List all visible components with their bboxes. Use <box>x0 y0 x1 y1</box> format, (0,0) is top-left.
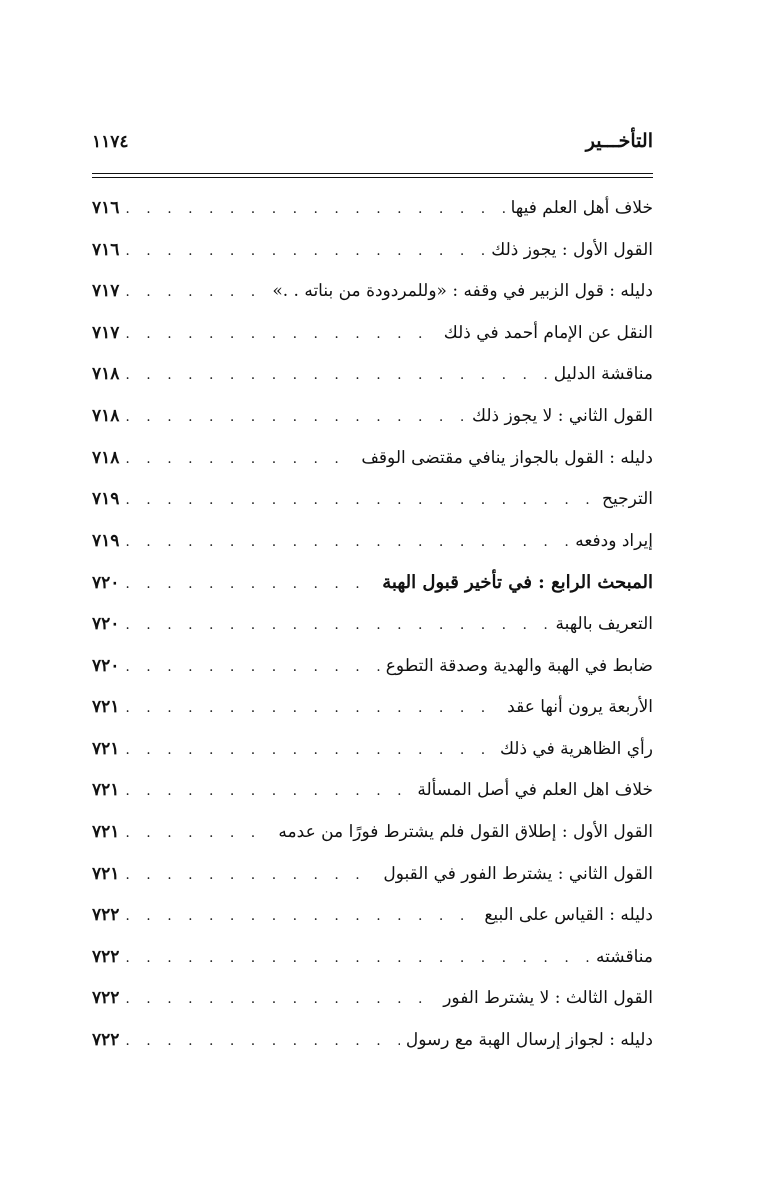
toc-entry-page: ٧٢٠ <box>92 573 120 594</box>
toc-entry <box>92 521 653 563</box>
toc-leader-dots <box>125 189 504 231</box>
toc-entry-title: القول الأول : يجوز ذلك <box>491 239 653 260</box>
toc-entry-title: إيراد ودفعه <box>575 530 653 551</box>
toc-leader-dots <box>125 896 478 938</box>
toc-entry-page: ٧٢٢ <box>92 905 120 926</box>
toc-entry-page: ٧٢٠ <box>92 655 120 676</box>
toc-entry-title: الأربعة يرون أنها عقد <box>507 697 653 718</box>
toc-entry <box>92 271 653 313</box>
toc-entry-title: مناقشته <box>596 946 653 967</box>
toc-entry-title: النقل عن الإمام أحمد في ذلك <box>443 322 653 343</box>
toc-leader-dots <box>125 564 376 606</box>
toc-entry <box>92 895 653 937</box>
toc-entry <box>92 1020 653 1062</box>
running-head-title: التأخـــير <box>585 130 653 152</box>
header-rule <box>92 173 653 174</box>
toc-entry-title: القول الثاني : يشترط الفور في القبول <box>383 863 653 884</box>
toc-leader-dots <box>125 439 355 481</box>
toc-entry <box>92 354 653 396</box>
page-number: ١١٧٤ <box>92 132 129 152</box>
toc-entry-page: ٧١٧ <box>92 281 120 302</box>
toc-leader-dots <box>125 480 596 522</box>
toc-entry <box>92 937 653 979</box>
toc-entry <box>92 812 653 854</box>
toc-entry <box>92 854 653 896</box>
toc-entry <box>92 438 653 480</box>
toc-entry-page: ٧١٨ <box>92 447 120 468</box>
toc-entry-title: ضابط في الهبة والهدية وصدقة التطوع <box>385 655 653 676</box>
toc-entry <box>92 770 653 812</box>
toc-entry <box>92 230 653 272</box>
header-rule-second <box>92 177 653 178</box>
toc-entry-page: ٧١٩ <box>92 530 120 551</box>
toc-entry-page: ٧١٨ <box>92 405 120 426</box>
toc-entry-page: ٧٢١ <box>92 738 120 759</box>
toc-entry-title: المبحث الرابع : في تأخير قبول الهبة <box>382 572 653 594</box>
toc-entry <box>92 646 653 688</box>
toc-leader-dots <box>125 314 437 356</box>
toc-leader-dots <box>125 231 485 273</box>
toc-leader-dots <box>125 938 590 980</box>
toc-leader-dots <box>125 272 266 314</box>
toc-entry <box>92 604 653 646</box>
toc-entry <box>92 978 653 1020</box>
toc-entry-title: القول الثاني : لا يجوز ذلك <box>472 405 653 426</box>
toc-entry-title: خلاف اهل العلم في أصل المسألة <box>417 780 653 801</box>
toc-entry-page: ٧١٦ <box>92 198 120 218</box>
toc-entry-page: ٧١٦ <box>92 239 120 260</box>
toc-leader-dots <box>125 397 466 439</box>
toc-entry-title: الترجيح <box>601 489 653 510</box>
toc-entry <box>92 562 653 604</box>
toc-entry-title: التعريف بالهبة <box>555 613 653 634</box>
toc-entry <box>92 188 653 230</box>
toc-leader-dots <box>125 355 547 397</box>
toc-entry <box>92 687 653 729</box>
toc-entry <box>92 313 653 355</box>
toc-entry-title: القول الأول : إطلاق القول فلم يشترط فورًا من عدمه <box>278 821 653 842</box>
toc-leader-dots <box>125 813 272 855</box>
toc-entry-page: ٧٢١ <box>92 821 120 842</box>
toc-entry-page: ٧١٩ <box>92 489 120 510</box>
toc-entry-title: مناقشة الدليل <box>553 364 653 385</box>
toc-entry <box>92 729 653 771</box>
toc-entry-title: القول الثالث : لا يشترط الفور <box>443 988 653 1009</box>
toc-leader-dots <box>125 647 379 689</box>
toc-entry <box>92 479 653 521</box>
toc-entry-title: دليله : القول بالجواز ينافي مقتضى الوقف <box>361 447 653 468</box>
toc-leader-dots <box>125 605 549 647</box>
toc-entry-page: ٧٢١ <box>92 863 120 884</box>
toc-leader-dots <box>125 771 411 813</box>
toc-entry-title: دليله : القياس على البيع <box>484 905 653 926</box>
toc-entry-title: خلاف أهل العلم فيها <box>510 198 653 218</box>
running-header <box>92 130 653 170</box>
toc-entry-page: ٧٢٠ <box>92 613 120 634</box>
toc-leader-dots <box>125 688 501 730</box>
toc-entry-page: ٧٢٢ <box>92 988 120 1009</box>
toc-leader-dots <box>125 730 494 772</box>
toc-entry-page: ٧٢١ <box>92 780 120 801</box>
toc-entry-page: ٧٢٢ <box>92 1029 120 1050</box>
toc-entry <box>92 396 653 438</box>
toc-entry-page: ٧١٨ <box>92 364 120 385</box>
toc-leader-dots <box>125 522 569 564</box>
toc-entry-title: دليله : قول الزبير في وقفه : «وللمردودة من بناته . .» <box>272 281 653 302</box>
toc-entry-title: دليله : لجواز إرسال الهبة مع رسول <box>405 1029 653 1050</box>
toc-entry-page: ٧٢٢ <box>92 946 120 967</box>
toc-entry-page: ٧١٧ <box>92 322 120 343</box>
table-of-contents <box>92 188 653 1061</box>
toc-entry-page: ٧٢١ <box>92 697 120 718</box>
toc-entry-title: رأي الظاهرية في ذلك <box>499 738 653 759</box>
toc-leader-dots <box>125 1021 400 1063</box>
toc-leader-dots <box>125 855 377 897</box>
toc-leader-dots <box>125 979 437 1021</box>
